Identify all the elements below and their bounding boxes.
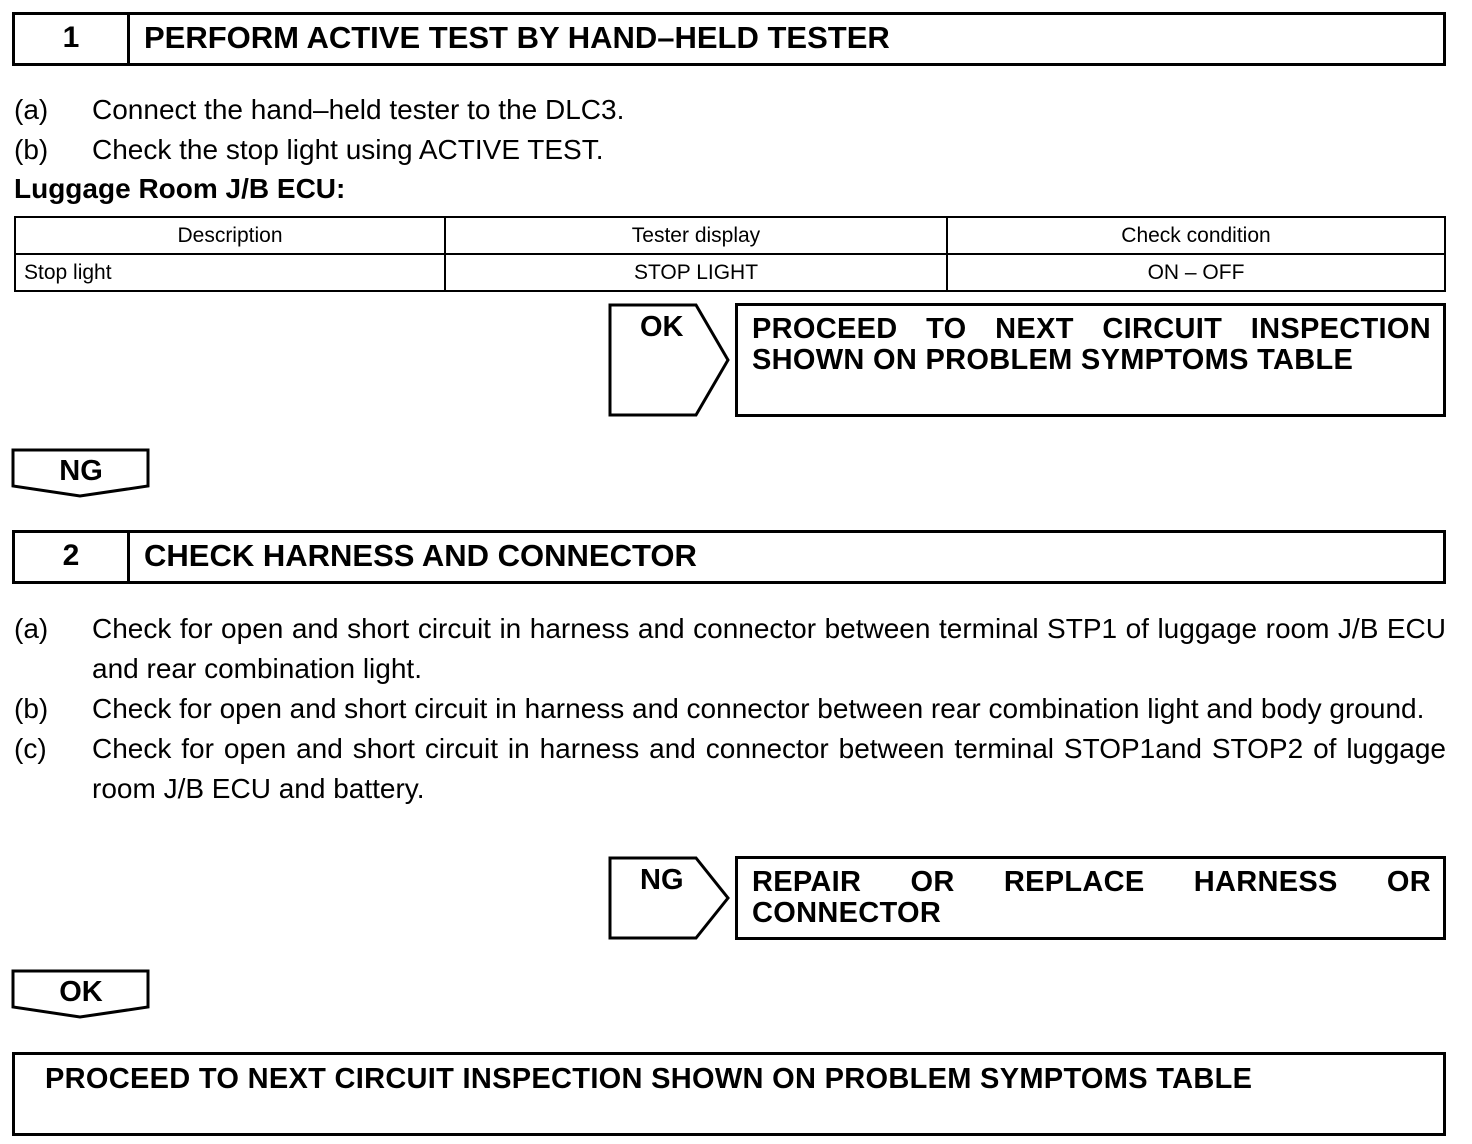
item-label: (b) [14,134,49,165]
list-item [14,90,1446,130]
table-cell: ON – OFF [947,254,1445,291]
ng-result-text [738,859,1443,929]
step-2-title: CHECK HARNESS AND CONNECTOR [144,538,697,573]
ng-down-arrow [11,448,151,500]
ecu-subheading: Luggage Room J/B ECU: [14,173,346,204]
step-1-number: 1 [15,15,130,63]
ok-result-text [738,306,1443,376]
ok-arrow [608,303,732,417]
ng-result-box [735,856,1446,940]
item-text: Check the stop light using ACTIVE TEST. [92,134,604,165]
step-2-instructions [14,609,1446,809]
item-text: Check for open and short circuit in harness and connector between terminal STOP1and STOP2 of luggage room J/B ECU and battery. [92,733,1446,804]
step-2-number: 2 [15,533,130,581]
ok-label: OK [59,976,103,1008]
list-item [14,130,1446,170]
item-label: (a) [14,613,49,644]
final-result-text: PROCEED TO NEXT CIRCUIT INSPECTION SHOWN ON PROBLEM SYMPTOMS TABLE [45,1063,1253,1095]
step-1-header [12,12,1446,66]
ng-arrow [608,856,732,940]
column-header: Check condition [947,217,1445,254]
step-2-header [12,530,1446,584]
step-1-title: PERFORM ACTIVE TEST BY HAND–HELD TESTER [144,20,890,55]
final-result-box [12,1052,1446,1136]
ok-down-arrow [11,969,151,1021]
active-test-table [14,216,1446,292]
item-label: (c) [14,733,47,764]
ng-label: NG [640,864,684,896]
list-item [14,729,1446,809]
ng-result-label: REPAIR OR REPLACE HARNESS OR CONNECTOR [752,866,1431,929]
ok-result-box [735,303,1446,417]
table-cell: STOP LIGHT [445,254,947,291]
column-header: Tester display [445,217,947,254]
item-label: (b) [14,693,49,724]
item-text: Check for open and short circuit in harness and connector between rear combination light and body ground. [92,693,1425,724]
column-header: Description [15,217,445,254]
item-label: (a) [14,94,49,125]
ok-result-label: PROCEED TO NEXT CIRCUIT INSPECTION SHOWN ON PROBLEM SYMPTOMS TABLE [752,313,1431,376]
table-cell: Stop light [15,254,445,291]
table-row [15,254,1445,291]
table-header-row [15,217,1445,254]
ng-label: NG [59,455,103,487]
list-item [14,689,1446,729]
item-text: Check for open and short circuit in harness and connector between terminal STP1 of luggage room J/B ECU and rear combination light. [92,613,1446,684]
list-item [14,609,1446,689]
step-1-instructions [14,90,1446,170]
item-text: Connect the hand–held tester to the DLC3. [92,94,625,125]
ok-label: OK [640,311,684,343]
